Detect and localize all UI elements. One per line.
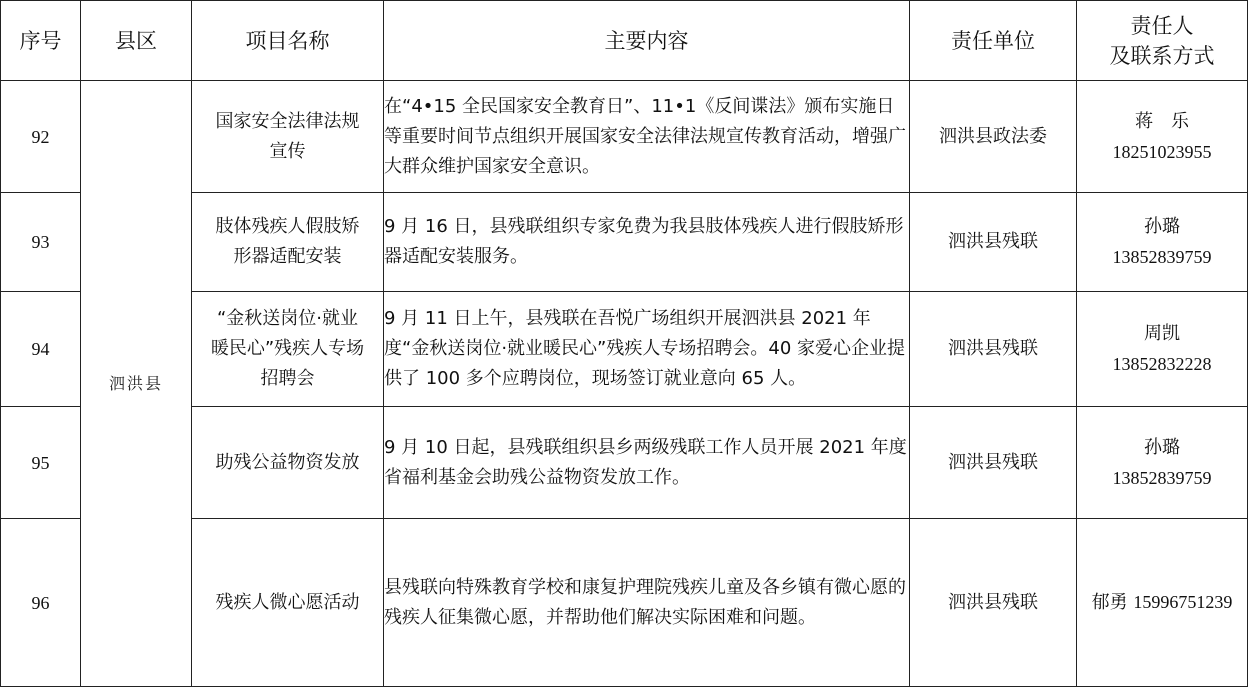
row-seq: 95 — [1, 407, 81, 519]
row-seq: 94 — [1, 292, 81, 407]
row-seq: 96 — [1, 519, 81, 687]
header-contact-line2: 及联系方式 — [1109, 43, 1215, 68]
row-contact — [1077, 519, 1248, 687]
row-unit: 泗洪县残联 — [910, 519, 1077, 687]
row-content: 9 月 11 日上午，县残联在吾悦广场组织开展泗洪县 2021 年度“金秋送岗位·就业暖民心”残疾人专场招聘会。40 家爱心企业提供了 100 多个应聘岗位，现场签订就业意向 65 人。 — [384, 292, 910, 407]
contact-person: 蒋 乐 — [1135, 110, 1189, 132]
row-project — [192, 292, 384, 407]
row-project — [192, 519, 384, 687]
contact-person: 周凯 — [1144, 323, 1180, 344]
row-contact — [1077, 193, 1248, 292]
contact-person: 孙璐 — [1144, 216, 1180, 237]
row-content: 县残联向特殊教育学校和康复护理院残疾儿童及各乡镇有微心愿的残疾人征集微心愿，并帮助他们解决实际困难和问题。 — [384, 519, 910, 687]
contact-phone: 15996751239 — [1133, 592, 1233, 612]
row-unit: 泗洪县残联 — [910, 292, 1077, 407]
row-project — [192, 193, 384, 292]
table-row — [1, 81, 1248, 193]
project-line: 招聘会 — [260, 368, 315, 389]
project-line: 宣传 — [269, 140, 306, 162]
contact-person: 孙璐 — [1144, 436, 1180, 458]
contact-phone: 13852839759 — [1112, 467, 1212, 488]
header-county: 县区 — [81, 1, 192, 81]
contact-person: 郁勇 — [1091, 592, 1128, 613]
project-line: 肢体残疾人假肢矫 — [215, 216, 360, 237]
project-line: 残疾人微心愿活动 — [215, 591, 360, 613]
header-contact — [1077, 1, 1248, 81]
project-line: 助残公益物资发放 — [215, 451, 360, 473]
row-content: 9 月 16 日，县残联组织专家免费为我县肢体残疾人进行假肢矫形器适配安装服务。 — [384, 193, 910, 292]
header-seq: 序号 — [1, 1, 81, 81]
row-project — [192, 81, 384, 193]
header-row — [1, 1, 1248, 81]
project-line: 国家安全法律法规 — [215, 110, 360, 132]
row-unit: 泗洪县残联 — [910, 193, 1077, 292]
row-contact — [1077, 407, 1248, 519]
header-project: 项目名称 — [192, 1, 384, 81]
project-line: 形器适配安装 — [233, 246, 342, 267]
header-unit: 责任单位 — [910, 1, 1077, 81]
row-contact — [1077, 81, 1248, 193]
county-cell: 泗洪县 — [81, 81, 192, 687]
row-unit: 泗洪县政法委 — [910, 81, 1077, 193]
row-unit: 泗洪县残联 — [910, 407, 1077, 519]
row-content: 在“4•15 全民国家安全教育日”、11•1《反间谍法》颁布实施日等重要时间节点组织开展国家安全法律法规宣传教育活动，增强广大群众维护国家安全意识。 — [384, 81, 910, 193]
project-line: “金秋送岗位·就业 — [216, 308, 359, 329]
contact-phone: 18251023955 — [1112, 141, 1212, 162]
row-seq: 93 — [1, 193, 81, 292]
row-project — [192, 407, 384, 519]
contact-phone: 13852839759 — [1112, 247, 1212, 267]
project-line: 暖民心”残疾人专场 — [210, 338, 365, 359]
row-contact — [1077, 292, 1248, 407]
header-content: 主要内容 — [384, 1, 910, 81]
contact-phone: 13852832228 — [1112, 354, 1212, 374]
header-contact-line1: 责任人 — [1130, 13, 1194, 38]
row-seq: 92 — [1, 81, 81, 193]
row-content: 9 月 10 日起，县残联组织县乡两级残联工作人员开展 2021 年度省福利基金会助残公益物资发放工作。 — [384, 407, 910, 519]
